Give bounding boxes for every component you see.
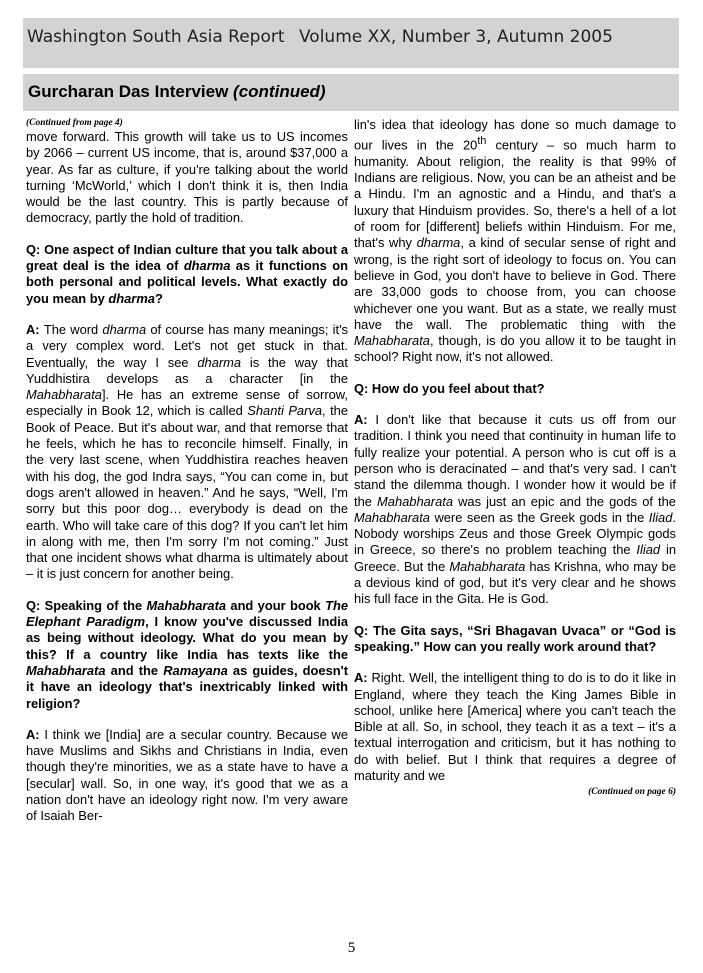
answer-feel: A: I don't like that because it cuts us off from our tradition. I think you need that continuity in human life to fully realize your potential. A person who is cut off is a person who is deracinated – and that's very sad. I can't stand the dilemma though. I wonder how it would be if the Mahabharata was just an epic and the gods of the Mahabharata were seen as the Greek gods in the Iliad. Nobody worships Zeus and those Greek Olympic gods in Greece, so there's no problem teaching the Iliad in Greece. But the Mahabharata has Krishna, who may be a devious kind of god, but it's very clear and he shows his full face in the Gita. He is God. [354, 412, 676, 607]
question-gita: Q: The Gita says, “Sri Bhagavan Uvaca” or “God is speaking.” How can you really work around that? [354, 622, 676, 654]
article-title-bar [23, 74, 679, 111]
article-title-main: Gurcharan Das Interview [28, 82, 229, 101]
publication-name: Washington South Asia Report [27, 27, 285, 47]
issue-info: Volume XX, Number 3, Autumn 2005 [299, 27, 613, 47]
left-paragraph-1: move forward. This growth will take us to US incomes by 2066 – current US income, that is, around $37,000 a year. As far as culture, if you're talking about the world turning ‘McWorld,’ which I don't think it is, then India would be the last country. This is partly because of democracy, partly the hold of tradition. [26, 129, 348, 226]
answer-dharma: A: The word dharma of course has many meanings; it's a very complex word. Let's not get stuck in that. Eventually, the way I see dharma is the way that Yuddhistira develops as a character [in the Mahabharata]. He has an extreme sense of sorrow, especially in Book 12, which is called Shanti Parva, the Book of Peace. But it's about war, and that remorse that he feels, which he has to reconcile himself. Finally, in the very last scene, when Yuddhistira reaches heaven with his dog, the god Indra says, “You can come in, but dogs aren't allowed in heaven.” And he says, “Well, I'm sorry but this poor dog… everybody is dead on the earth. Who will take care of this dog? If you can't let him in along with me, then I'm sorry I'm not coming.” Just that one incident shows what dharma is ultimately about – it is just concern for another being. [26, 321, 348, 582]
article-title [28, 82, 326, 102]
question-feel: Q: How do you feel about that? [354, 380, 545, 396]
right-column [354, 117, 676, 897]
question-ideology: Q: Speaking of the Mahabharata and your book The Elephant Paradigm, I know you've discussed India as being without ideology. What do you mean by this? If a country like India has texts like the Mahabharata and the Ramayana as guides, doesn't it have an ideology that's inextricably linked with religion? [26, 597, 348, 711]
question-dharma: Q: One aspect of Indian culture that you talk about a great deal is the idea of dharma as it functions on both personal and political levels. What exactly do you mean by dharma? [26, 241, 348, 306]
article-title-suffix: (continued) [233, 82, 326, 101]
answer-ideology: A: I think we [India] are a secular country. Because we have Muslims and Sikhs and Christians in India, even though they're minorities, we as a state have to have a [secular] wall. So, in one way, it's good that we as a nation don't have an ideology right now. I'm very aware of Isaiah Ber- [26, 726, 348, 824]
right-paragraph-1: lin's idea that ideology has done so much damage to our lives in the 20th century – so much harm to humanity. About religion, the reality is that 99% of Indians are religious. Now, you can be an atheist and be a Hindu. I'm an agnostic and a Hindu, and that's a luxury that Hinduism provides. So, there's a hell of a lot of room for [different] beliefs within Hinduism. For me, that's why dharma, a kind of secular sense of right and wrong, is the right sort of ideology to focus on. You can believe in God, you don't have to believe in God. There are 33,000 gods to choose from, you can choose whichever one you want. But as a state, we really must have the wall. The problematic thing with the Mahabharata, though, is do you allow it to be taught in school? Right now, it's not allowed. [354, 117, 676, 365]
answer-gita: A: Right. Well, the intelligent thing to do is to do it like in England, where they teach the King James Bible in school, unlike here [America] where you can't teach the Bible at all. So, in school, they teach it as a text – it's a textual interrogation and criticism, but it has nothing to do with belief. But I think that requires a degree of maturity and we [354, 670, 676, 783]
left-column [26, 117, 348, 897]
continued-from-note: (Continued from page 4) [26, 118, 123, 128]
masthead-band [23, 18, 679, 68]
page-number: 5 [347, 940, 356, 956]
continued-on-note: (Continued on page 6) [588, 787, 676, 798]
